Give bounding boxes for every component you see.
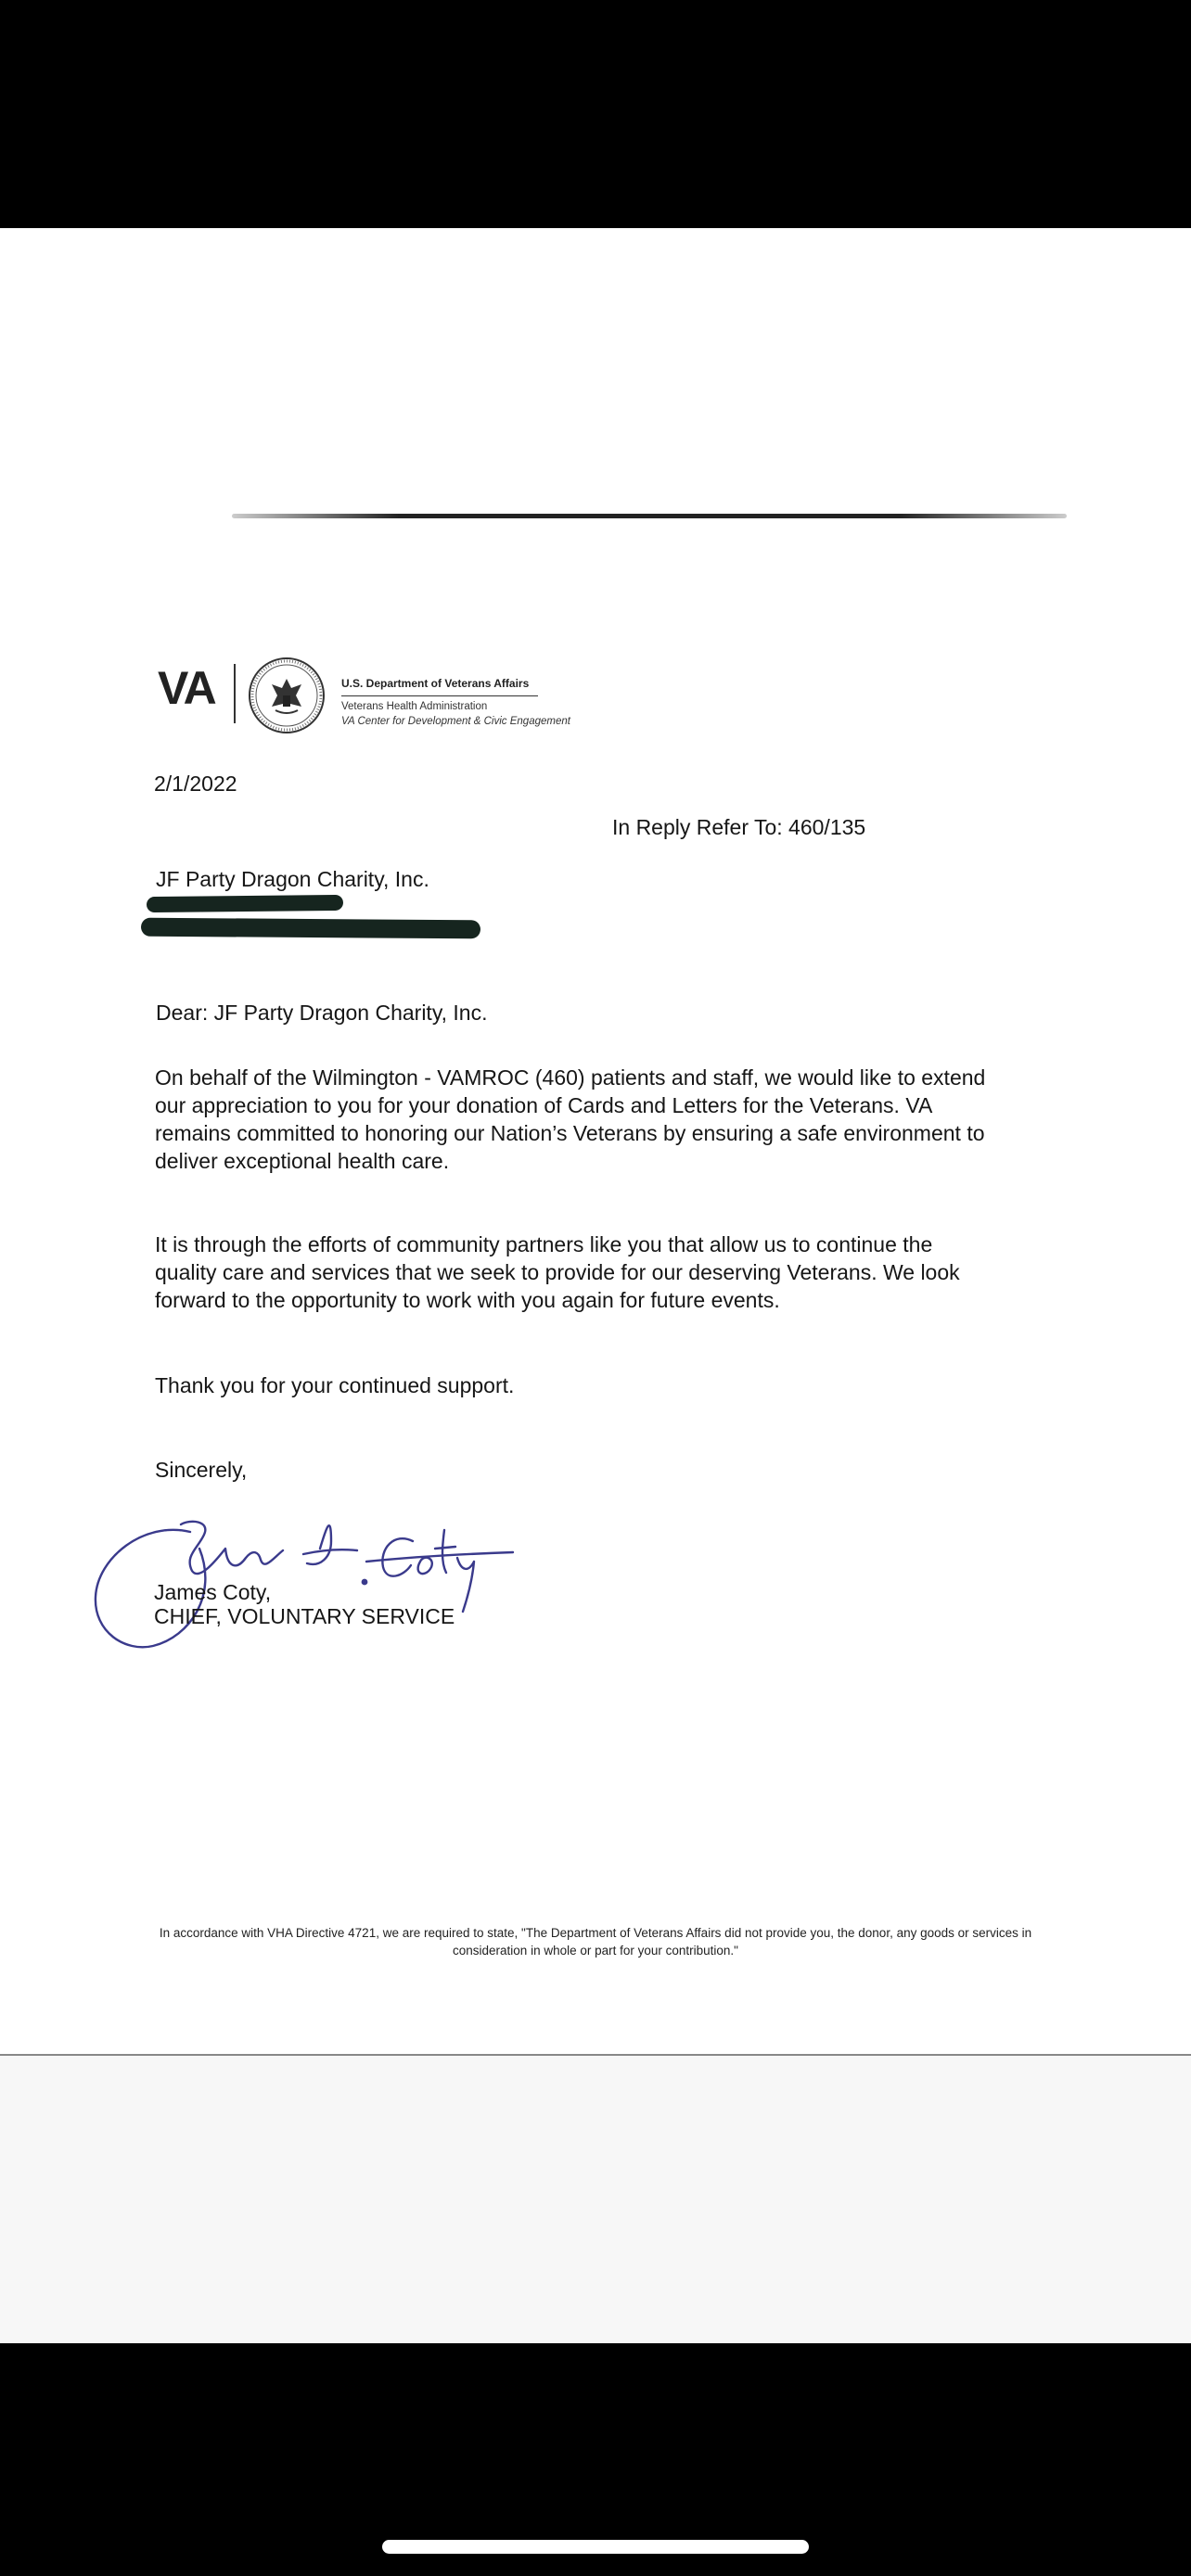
reply-reference: In Reply Refer To: 460/135 — [612, 815, 866, 839]
signer-title: CHIEF, VOLUNTARY SERVICE — [154, 1604, 455, 1628]
letterhead-divider — [234, 664, 236, 723]
handwritten-signature — [88, 1493, 533, 1660]
va-seal-icon — [248, 657, 326, 734]
top-black-band — [0, 0, 1191, 228]
va-logo-text: VA — [158, 662, 215, 714]
below-page-area — [0, 2056, 1191, 2343]
page-top-margin — [0, 228, 1191, 516]
recipient-name: JF Party Dragon Charity, Inc. — [156, 867, 429, 891]
redacted-address-line-1 — [147, 895, 343, 912]
home-indicator[interactable] — [382, 2540, 809, 2554]
closing: Sincerely, — [155, 1458, 248, 1482]
signer-name: James Coty, — [154, 1580, 272, 1604]
vha-directive-note: In accordance with VHA Directive 4721, we are required to state, "The Department of Veterans Affairs did not provide you, the donor, any goods or services in consideration in whole or part for your contribution." — [159, 1926, 1032, 1958]
body-paragraph-2: It is through the efforts of community partners like you that allow us to continue the quality care and services that we seek to provide for our deserving Veterans. We look forward to the opportunity to work with you again for future events. — [155, 1232, 960, 1312]
administration-name: Veterans Health Administration — [341, 701, 488, 712]
redacted-address-line-2 — [141, 918, 480, 939]
department-name: U.S. Department of Veterans Affairs — [341, 677, 530, 690]
salutation: Dear: JF Party Dragon Charity, Inc. — [156, 1001, 488, 1025]
page-top-edge-line — [232, 514, 1067, 518]
letter-date: 2/1/2022 — [154, 772, 237, 796]
thanks-line: Thank you for your continued support. — [155, 1373, 515, 1397]
body-paragraph-1: On behalf of the Wilmington - VAMROC (460) patients and staff, we would like to extend our appreciation to you for your donation of Cards and Letters for the Veterans. VA remains committed to honoring our Nation’s Veterans by ensuring a safe environment to deliver exceptional health care. — [155, 1065, 986, 1173]
department-underline — [341, 695, 538, 696]
center-name: VA Center for Development & Civic Engagement — [341, 716, 570, 727]
